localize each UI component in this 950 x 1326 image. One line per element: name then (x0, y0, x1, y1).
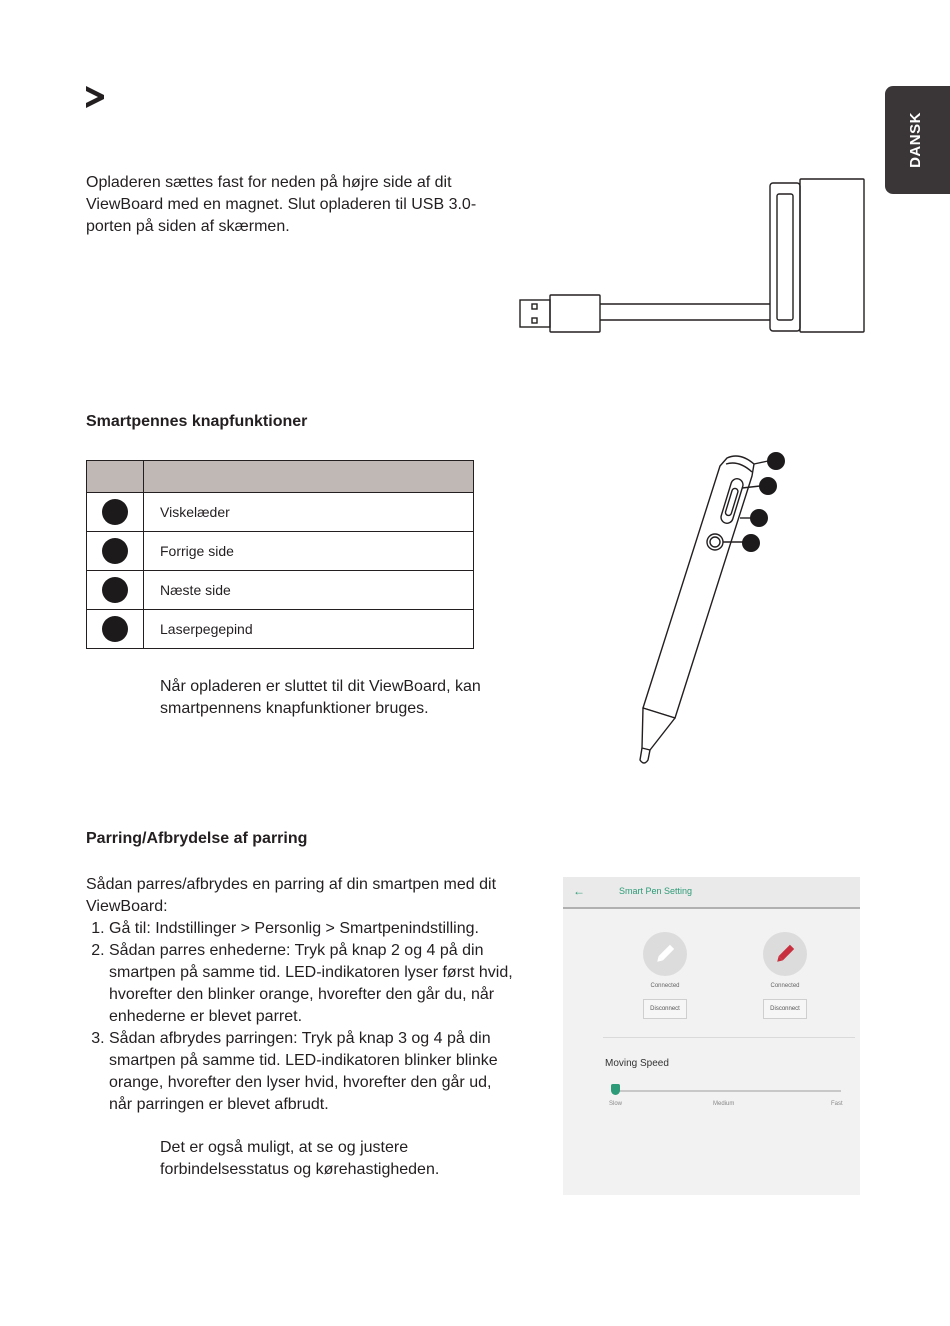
smart-pen-settings-screenshot (563, 877, 860, 1195)
pen-1-status: Connected (650, 983, 680, 989)
table-header-row (87, 461, 474, 493)
callout-marker-4 (742, 534, 760, 552)
pen-2-disconnect-button[interactable]: Disconnect (763, 999, 807, 1019)
list-item: 2. Sådan parres enhederne: Tryk på knap 2 og 4 på din smartpen på samme tid. LED-indikatoren lyser først hvid, hvorefter den blinker orange, hvorefter den går du, når enhederne er blevet parret. (109, 940, 516, 1028)
speed-tick-slow: Slow (609, 1101, 623, 1107)
list-item: 1. Gå til: Indstillinger > Personlig > Smartpenindstilling. (109, 918, 516, 940)
table-header-function (144, 461, 474, 493)
table-row (87, 532, 474, 571)
language-tab-label: DANSK (907, 112, 924, 168)
pairing-heading: Parring/Afbrydelse af parring (86, 830, 308, 847)
pencil-icon (763, 932, 807, 976)
usb-charger-illustration (516, 176, 868, 338)
pairing-body (86, 874, 516, 1116)
arrow-left-icon[interactable]: ← (573, 884, 585, 898)
speed-slider-track[interactable] (613, 1090, 841, 1092)
pencil-icon (643, 932, 687, 976)
button-number-marker (102, 577, 128, 603)
pen-1-disconnect-button[interactable]: Disconnect (643, 999, 687, 1019)
button-functions-heading: Smartpennes knapfunktioner (86, 413, 308, 430)
table-row (87, 610, 474, 649)
pen-1-avatar (643, 932, 687, 976)
button-number-marker (102, 616, 128, 642)
chevron-right-icon (84, 84, 106, 110)
pairing-note: Det er også muligt, at se og justere forbindelsesstatus og kørehastigheden. (160, 1139, 440, 1178)
callout-marker-1 (767, 452, 785, 470)
pen-2-status: Connected (770, 983, 800, 989)
callout-marker-3 (750, 509, 768, 527)
button-function-label: Forrige side (144, 532, 474, 571)
button-function-label: Laserpegepind (144, 610, 474, 649)
speed-slider-thumb[interactable] (611, 1084, 620, 1095)
callout-marker-2 (759, 477, 777, 495)
speed-tick-medium: Medium (713, 1101, 735, 1107)
pairing-intro: Sådan parres/afbrydes en parring af din smartpen med dit ViewBoard: (86, 876, 497, 915)
settings-title: Smart Pen Setting (619, 886, 693, 896)
moving-speed-label: Moving Speed (605, 1058, 669, 1069)
language-side-tab (885, 86, 950, 194)
charger-intro-text: Opladeren sættes fast for neden på højre side af dit ViewBoard med en magnet. Slut opladeren til USB 3.0-porten på siden af skærmen. (86, 174, 477, 235)
button-function-label: Næste side (144, 571, 474, 610)
button-function-label: Viskelæder (144, 493, 474, 532)
settings-divider (603, 1037, 855, 1038)
pen-2-avatar (763, 932, 807, 976)
button-functions-table (86, 460, 474, 649)
table-row (87, 571, 474, 610)
table-header-number (87, 461, 144, 493)
button-functions-note: Når opladeren er sluttet til dit ViewBoard, kan smartpennens knapfunktioner bruges. (160, 678, 481, 717)
speed-tick-fast: Fast (831, 1101, 843, 1107)
pairing-steps-list (86, 918, 516, 1116)
table-row (87, 493, 474, 532)
button-number-marker (102, 499, 128, 525)
list-item: 3. Sådan afbrydes parringen: Tryk på knap 3 og 4 på din smartpen på samme tid. LED-indikatoren blinker blinke orange, hvorefter den lyser hvid, hvorefter den går ud, når parringen er blevet afbrudt. (109, 1028, 516, 1116)
button-number-marker (102, 538, 128, 564)
smart-pen-illustration (630, 448, 790, 770)
settings-header (563, 877, 860, 909)
